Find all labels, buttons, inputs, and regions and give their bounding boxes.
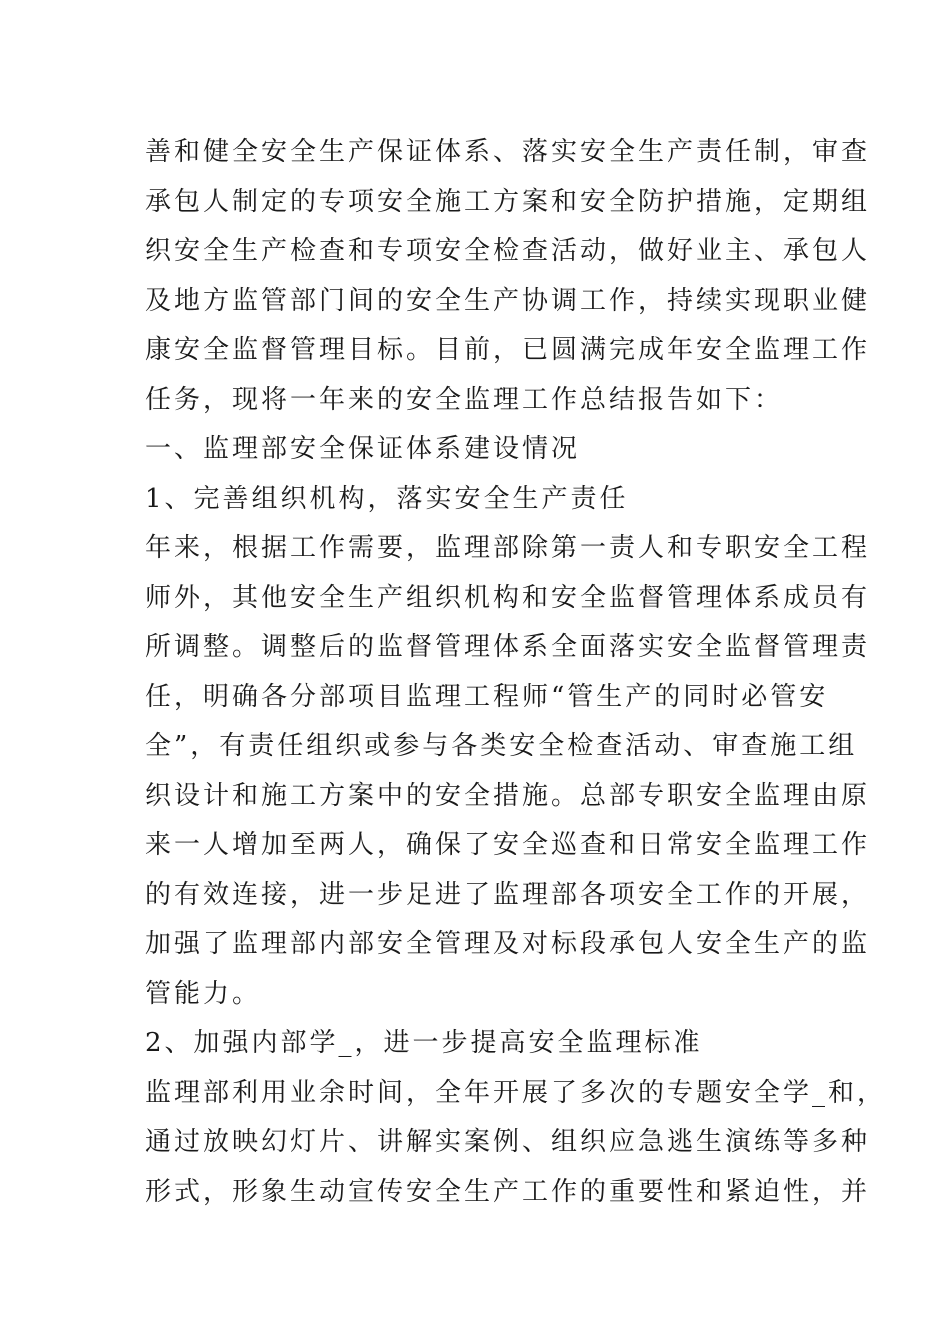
text-line: 织设计和施工方案中的安全措施。总部专职安全监理由原 xyxy=(145,780,871,811)
text-line: 通过放映幻灯片、讲解实案例、组织应急逃生演练等多种 xyxy=(145,1127,871,1157)
text-line: 管能力。 xyxy=(145,978,262,1009)
text-line: 善和健全安全生产保证体系、落实安全生产责任制，审查 xyxy=(145,137,871,167)
text-line: 加强了监理部内部安全管理及对标段承包人安全生产的监 xyxy=(145,929,871,959)
text-line: 承包人制定的专项安全施工方案和安全防护措施，定期组 xyxy=(145,186,871,217)
section-heading: 一、监理部安全保证体系建设情况 xyxy=(145,434,581,464)
text-line: 监理部利用业余时间，全年开展了多次的专题安全学_和， xyxy=(145,1077,887,1108)
text-line: 及地方监管部门间的安全生产协调工作，持续实现职业健 xyxy=(145,285,871,316)
text-line: 任务，现将一年来的安全监理工作总结报告如下： xyxy=(145,384,784,415)
text-line: 全”，有责任组织或参与各类安全检查活动、审查施工组 xyxy=(145,731,858,761)
text-line: 的有效连接，进一步足进了监理部各项安全工作的开展， xyxy=(145,879,871,910)
text-line: 师外，其他安全生产组织机构和安全监督管理体系成员有 xyxy=(145,582,871,613)
text-line: 织安全生产检查和专项安全检查活动，做好业主、承包人 xyxy=(145,236,871,266)
text-line: 康安全监督管理目标。目前，已圆满完成年安全监理工作 xyxy=(145,335,871,365)
text-line: 年来，根据工作需要，监理部除第一责人和专职安全工程 xyxy=(145,533,871,563)
text-line: 形式，形象生动宣传安全生产工作的重要性和紧迫性，并 xyxy=(145,1176,871,1207)
text-line: 来一人增加至两人，确保了安全巡查和日常安全监理工作 xyxy=(145,830,871,860)
document-body xyxy=(145,128,887,1217)
subsection-heading: 1、完善组织机构，落实安全生产责任 xyxy=(145,483,629,514)
subsection-heading: 2、加强内部学_，进一步提高安全监理标准 xyxy=(145,1028,703,1058)
text-line: 任，明确各分部项目监理工程师“管生产的同时必管安 xyxy=(145,681,829,712)
text-line: 所调整。调整后的监督管理体系全面落实安全监督管理责 xyxy=(145,632,871,662)
